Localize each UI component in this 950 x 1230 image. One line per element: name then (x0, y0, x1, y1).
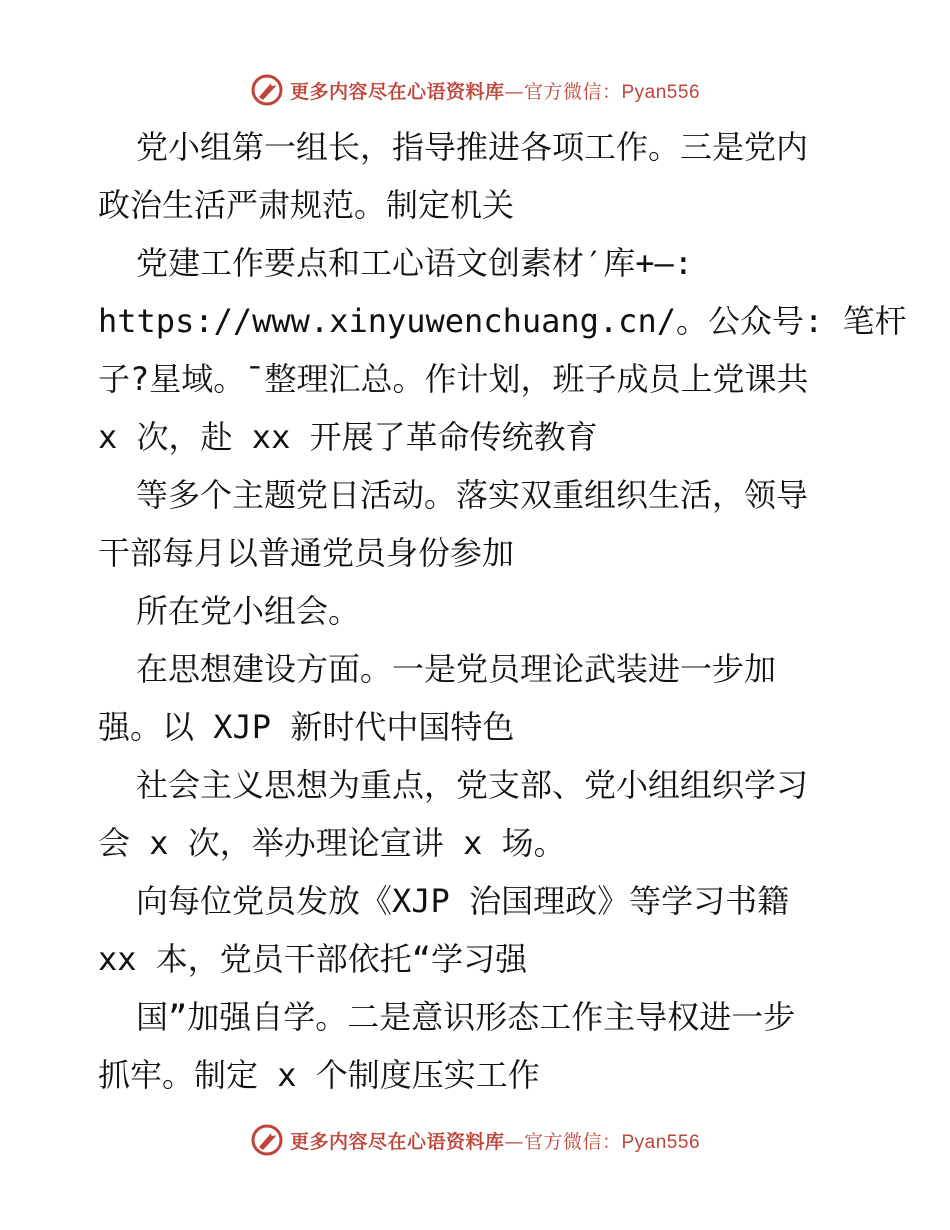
pen-nib-seal-icon (250, 73, 284, 107)
text-line: 干部每月以普通党员身份参加 (98, 534, 515, 572)
watermark-text (290, 77, 700, 104)
footer-watermark (0, 1120, 950, 1160)
watermark-id: Pyan556 (621, 81, 701, 103)
text-line: 子?星域。¯整理汇总。作计划，班子成员上党课共 (98, 360, 809, 398)
text-line: 在思想建设方面。一是党员理论武装进一步加 (136, 650, 777, 688)
text-line: 强。以 XJP 新时代中国特色 (98, 708, 515, 746)
pen-nib-seal-icon (250, 1123, 284, 1157)
watermark-text (290, 1127, 700, 1154)
watermark-dash: — (504, 80, 524, 103)
text-line: 党小组第一组长，指导推进各项工作。三是党内 (136, 128, 809, 166)
text-line: xx 本，党员干部依托“学习强 (98, 940, 528, 978)
text-line: 等多个主题党日活动。落实双重组织生活，领导 (136, 476, 809, 514)
watermark-brand: 更多内容尽在心语资料库 (289, 80, 505, 103)
document-body (98, 118, 907, 1104)
text-line: 政治生活严肃规范。制定机关 (98, 186, 515, 224)
text-line: x 次，赴 xx 开展了革命传统教育 (98, 418, 598, 456)
watermark-dash: — (504, 1130, 524, 1153)
text-line: 社会主义思想为重点，党支部、党小组组织学习 (136, 766, 809, 804)
watermark-label: 官方微信： (523, 80, 622, 103)
watermark-id: Pyan556 (621, 1131, 701, 1153)
text-line: 所在党小组会。 (136, 592, 361, 630)
text-line: 会 x 次，举办理论宣讲 x 场。 (98, 824, 566, 862)
text-line: 抓牢。制定 x 个制度压实工作 (98, 1056, 540, 1094)
text-line: https://www.xinyuwenchuang.cn/。公众号: 笔杆 (98, 302, 907, 340)
text-line: 向每位党员发放《XJP 治国理政》等学习书籍 (136, 882, 790, 920)
header-watermark (0, 70, 950, 110)
text-line: 党建工作要点和工心语文创素材′库+—: (136, 244, 694, 282)
watermark-brand: 更多内容尽在心语资料库 (289, 1130, 505, 1153)
watermark-label: 官方微信： (523, 1130, 622, 1153)
text-line: 国”加强自学。二是意识形态工作主导权进一步 (136, 998, 796, 1036)
